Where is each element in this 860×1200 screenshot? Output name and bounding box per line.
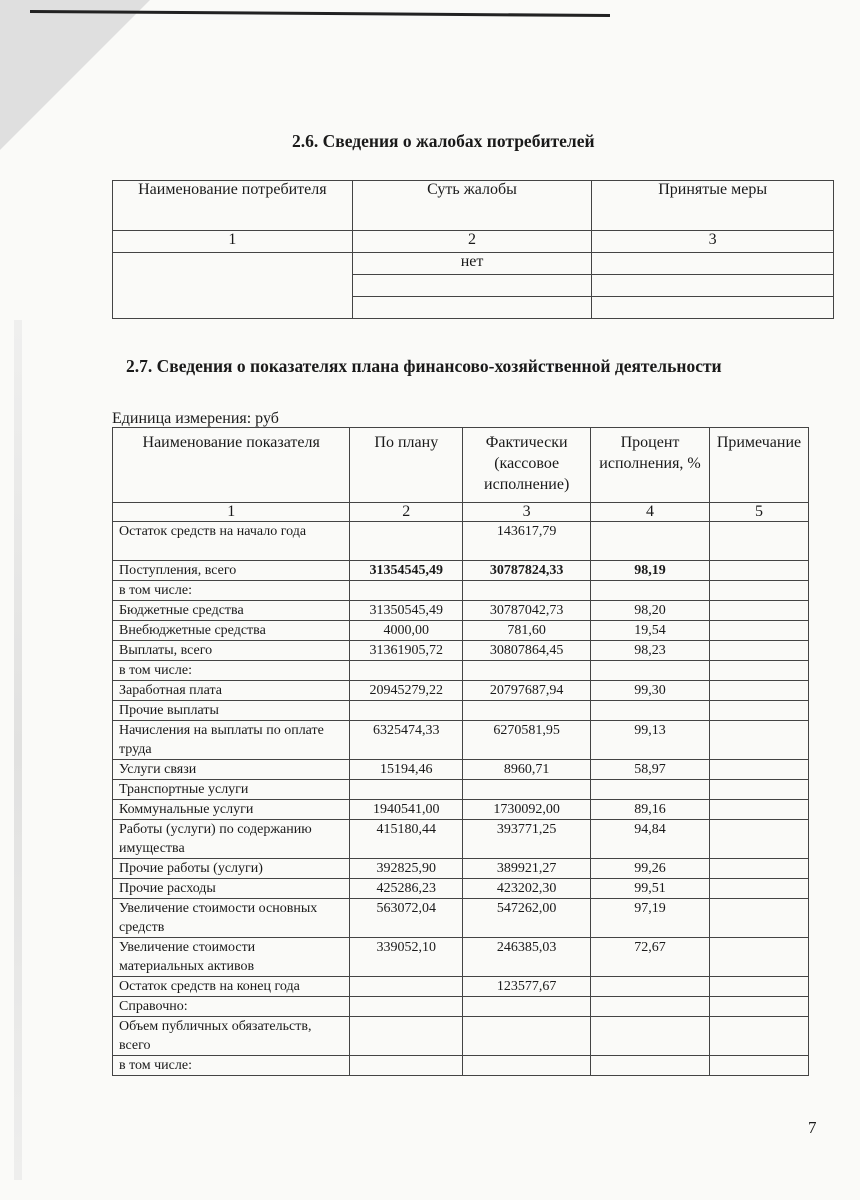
col-number: 2 bbox=[352, 231, 592, 253]
cell-plan bbox=[350, 701, 463, 721]
cell-name: в том числе: bbox=[113, 581, 350, 601]
cell-plan: 31350545,49 bbox=[350, 601, 463, 621]
cell-name: Начисления на выплаты по оплате труда bbox=[113, 721, 350, 760]
header-note: Примечание bbox=[709, 428, 808, 503]
table-row bbox=[113, 641, 809, 661]
table-cell bbox=[592, 253, 834, 275]
cell-pct bbox=[591, 977, 710, 997]
cell-fact: 423202,30 bbox=[463, 879, 591, 899]
cell-plan: 415180,44 bbox=[350, 820, 463, 859]
table-row bbox=[113, 621, 809, 641]
cell-pct bbox=[591, 661, 710, 681]
cell-plan: 339052,10 bbox=[350, 938, 463, 977]
cell-note bbox=[709, 879, 808, 899]
financial-table bbox=[112, 427, 809, 1076]
cell-pct bbox=[591, 1056, 710, 1076]
col-number: 4 bbox=[591, 503, 710, 522]
cell-pct bbox=[591, 701, 710, 721]
cell-pct: 72,67 bbox=[591, 938, 710, 977]
cell-note bbox=[709, 641, 808, 661]
cell-name: Увеличение стоимости материальных активов bbox=[113, 938, 350, 977]
table-row bbox=[113, 661, 809, 681]
cell-note bbox=[709, 977, 808, 997]
scan-edge-shadow bbox=[14, 320, 22, 1180]
cell-name: Увеличение стоимости основных средств bbox=[113, 899, 350, 938]
complaint-cell: нет bbox=[352, 253, 592, 275]
cell-plan bbox=[350, 581, 463, 601]
cell-fact: 143617,79 bbox=[463, 522, 591, 561]
cell-plan bbox=[350, 997, 463, 1017]
cell-note bbox=[709, 899, 808, 938]
cell-name: в том числе: bbox=[113, 661, 350, 681]
cell-name: Прочие выплаты bbox=[113, 701, 350, 721]
unit-label: Единица измерения: руб bbox=[112, 410, 279, 427]
table-cell bbox=[352, 275, 592, 297]
header-complaint: Суть жалобы bbox=[352, 181, 592, 231]
cell-fact: 30807864,45 bbox=[463, 641, 591, 661]
cell-plan: 15194,46 bbox=[350, 760, 463, 780]
cell-pct bbox=[591, 780, 710, 800]
table-row bbox=[113, 800, 809, 820]
col-number: 5 bbox=[709, 503, 808, 522]
cell-name: Остаток средств на конец года bbox=[113, 977, 350, 997]
cell-fact bbox=[463, 661, 591, 681]
cell-fact bbox=[463, 997, 591, 1017]
cell-name: Работы (услуги) по содержанию имущества bbox=[113, 820, 350, 859]
cell-name: Справочно: bbox=[113, 997, 350, 1017]
header-percent: Процент исполнения, % bbox=[591, 428, 710, 503]
cell-fact: 246385,03 bbox=[463, 938, 591, 977]
cell-plan: 563072,04 bbox=[350, 899, 463, 938]
table-row bbox=[113, 701, 809, 721]
table-row bbox=[113, 522, 809, 561]
cell-plan: 425286,23 bbox=[350, 879, 463, 899]
table-cell bbox=[592, 297, 834, 319]
header-fact: Фактически (кассовое исполнение) bbox=[463, 428, 591, 503]
cell-name: Остаток средств на начало года bbox=[113, 522, 350, 561]
cell-pct: 99,13 bbox=[591, 721, 710, 760]
cell-plan: 31354545,49 bbox=[350, 561, 463, 581]
cell-pct bbox=[591, 522, 710, 561]
cell-name: Транспортные услуги bbox=[113, 780, 350, 800]
cell-note bbox=[709, 721, 808, 760]
table-row bbox=[113, 820, 809, 859]
table-row bbox=[113, 997, 809, 1017]
cell-pct: 98,19 bbox=[591, 561, 710, 581]
cell-note bbox=[709, 621, 808, 641]
table-row bbox=[113, 721, 809, 760]
cell-note bbox=[709, 601, 808, 621]
cell-fact: 30787824,33 bbox=[463, 561, 591, 581]
cell-fact bbox=[463, 780, 591, 800]
cell-name: Прочие работы (услуги) bbox=[113, 859, 350, 879]
cell-name: в том числе: bbox=[113, 1056, 350, 1076]
folded-corner bbox=[0, 0, 150, 150]
header-indicator: Наименование показателя bbox=[113, 428, 350, 503]
cell-fact: 393771,25 bbox=[463, 820, 591, 859]
cell-note bbox=[709, 800, 808, 820]
table-row bbox=[113, 561, 809, 581]
section-27-title: 2.7. Сведения о показателях плана финансово-хозяйственной деятельности bbox=[126, 356, 722, 376]
table-row bbox=[113, 1017, 809, 1056]
cell-plan: 4000,00 bbox=[350, 621, 463, 641]
cell-plan: 392825,90 bbox=[350, 859, 463, 879]
table-row bbox=[113, 780, 809, 800]
cell-fact bbox=[463, 701, 591, 721]
col-number: 3 bbox=[463, 503, 591, 522]
table-row bbox=[113, 859, 809, 879]
cell-pct: 19,54 bbox=[591, 621, 710, 641]
cell-note bbox=[709, 1056, 808, 1076]
cell-plan bbox=[350, 977, 463, 997]
cell-note bbox=[709, 760, 808, 780]
cell-plan bbox=[350, 522, 463, 561]
cell-note bbox=[709, 820, 808, 859]
cell-name: Внебюджетные средства bbox=[113, 621, 350, 641]
table-row bbox=[113, 899, 809, 938]
cell-pct: 58,97 bbox=[591, 760, 710, 780]
header-plan: По плану bbox=[350, 428, 463, 503]
cell-plan: 20945279,22 bbox=[350, 681, 463, 701]
cell-fact: 781,60 bbox=[463, 621, 591, 641]
page-number: 7 bbox=[808, 1118, 817, 1137]
cell-name: Поступления, всего bbox=[113, 561, 350, 581]
col-number: 2 bbox=[350, 503, 463, 522]
col-number: 1 bbox=[113, 503, 350, 522]
cell-name: Прочие расходы bbox=[113, 879, 350, 899]
cell-note bbox=[709, 581, 808, 601]
cell-fact: 123577,67 bbox=[463, 977, 591, 997]
cell-fact: 1730092,00 bbox=[463, 800, 591, 820]
cell-note bbox=[709, 859, 808, 879]
cell-note bbox=[709, 997, 808, 1017]
cell-fact: 30787042,73 bbox=[463, 601, 591, 621]
cell-note bbox=[709, 701, 808, 721]
table-cell bbox=[592, 275, 834, 297]
cell-pct: 98,23 bbox=[591, 641, 710, 661]
table-row bbox=[113, 1056, 809, 1076]
cell-pct bbox=[591, 1017, 710, 1056]
cell-pct: 89,16 bbox=[591, 800, 710, 820]
cell-name: Бюджетные средства bbox=[113, 601, 350, 621]
table-row bbox=[113, 760, 809, 780]
cell-pct: 99,30 bbox=[591, 681, 710, 701]
cell-name: Заработная плата bbox=[113, 681, 350, 701]
cell-fact bbox=[463, 581, 591, 601]
cell-note bbox=[709, 780, 808, 800]
header-consumer-name: Наименование потребителя bbox=[113, 181, 353, 231]
cell-pct bbox=[591, 997, 710, 1017]
cell-pct: 94,84 bbox=[591, 820, 710, 859]
table-row bbox=[113, 938, 809, 977]
cell-pct bbox=[591, 581, 710, 601]
cell-name: Услуги связи bbox=[113, 760, 350, 780]
cell-plan bbox=[350, 661, 463, 681]
cell-note bbox=[709, 1017, 808, 1056]
cell-plan bbox=[350, 1056, 463, 1076]
table-row bbox=[113, 977, 809, 997]
cell-pct: 97,19 bbox=[591, 899, 710, 938]
table-cell bbox=[352, 297, 592, 319]
col-number: 3 bbox=[592, 231, 834, 253]
header-measures: Принятые меры bbox=[592, 181, 834, 231]
cell-pct: 99,26 bbox=[591, 859, 710, 879]
cell-fact: 20797687,94 bbox=[463, 681, 591, 701]
table-row bbox=[113, 601, 809, 621]
cell-name: Объем публичных обязательств, всего bbox=[113, 1017, 350, 1056]
cell-fact bbox=[463, 1017, 591, 1056]
table-cell bbox=[113, 253, 353, 319]
cell-plan: 31361905,72 bbox=[350, 641, 463, 661]
cell-fact: 6270581,95 bbox=[463, 721, 591, 760]
section-26-title: 2.6. Сведения о жалобах потребителей bbox=[292, 131, 595, 151]
table-row bbox=[113, 879, 809, 899]
cell-note bbox=[709, 661, 808, 681]
table-row bbox=[113, 681, 809, 701]
cell-note bbox=[709, 522, 808, 561]
complaints-table bbox=[112, 180, 834, 319]
col-number: 1 bbox=[113, 231, 353, 253]
cell-name: Выплаты, всего bbox=[113, 641, 350, 661]
cell-plan: 1940541,00 bbox=[350, 800, 463, 820]
table-row bbox=[113, 581, 809, 601]
cell-pct: 98,20 bbox=[591, 601, 710, 621]
cell-fact: 547262,00 bbox=[463, 899, 591, 938]
cell-plan: 6325474,33 bbox=[350, 721, 463, 760]
cell-note bbox=[709, 681, 808, 701]
cell-note bbox=[709, 561, 808, 581]
cell-fact: 8960,71 bbox=[463, 760, 591, 780]
cell-fact: 389921,27 bbox=[463, 859, 591, 879]
cell-plan bbox=[350, 1017, 463, 1056]
cell-fact bbox=[463, 1056, 591, 1076]
cell-pct: 99,51 bbox=[591, 879, 710, 899]
cell-plan bbox=[350, 780, 463, 800]
cell-name: Коммунальные услуги bbox=[113, 800, 350, 820]
cell-note bbox=[709, 938, 808, 977]
